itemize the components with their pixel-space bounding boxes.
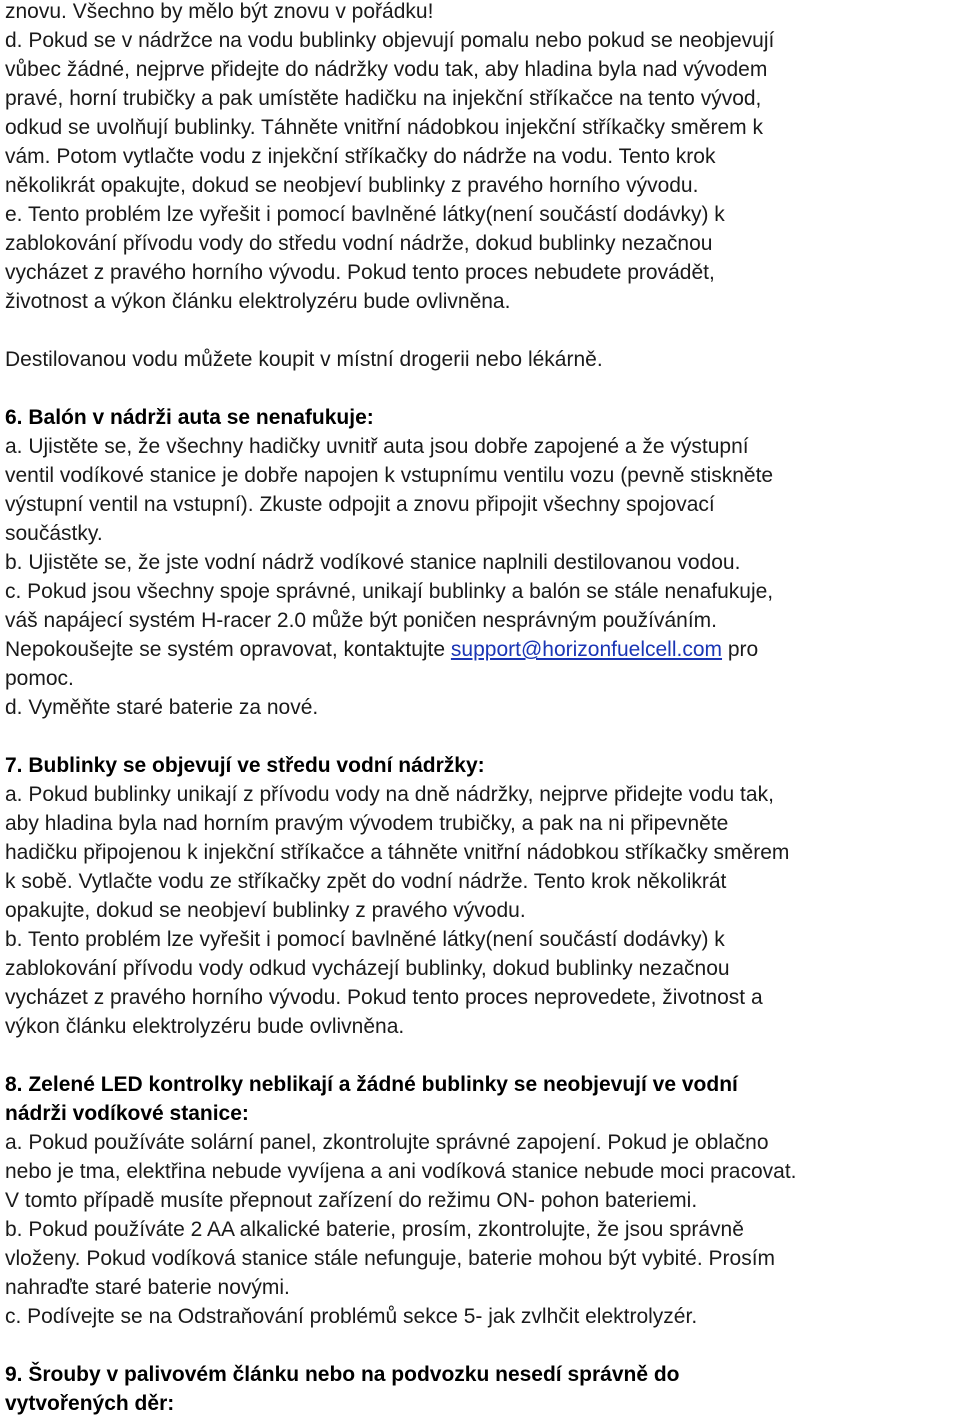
- section-heading: 6. Balón v nádrži auta se nenafukuje:: [5, 406, 374, 429]
- text-line: a. Pokud používáte solární panel, zkontrolujte správné zapojení. Pokud je oblačno: [5, 1131, 769, 1154]
- text-line-with-link: [5, 635, 758, 664]
- text-line: k sobě. Vytlačte vodu ze stříkačky zpět do vodní nádrže. Tento krok několikrát: [5, 870, 727, 893]
- text-line: zablokování přívodu vody do středu vodní nádrže, dokud bublinky nezačnou: [5, 232, 713, 255]
- text-line: Destilovanou vodu můžete koupit v místní drogerii nebo lékárně.: [5, 348, 603, 371]
- text-line: e. Tento problém lze vyřešit i pomocí bavlněné látky(není součástí dodávky) k: [5, 203, 725, 226]
- text-line: vycházet z pravého horního vývodu. Pokud tento proces nebudete provádět,: [5, 261, 715, 284]
- text-line: znovu. Všechno by mělo být znovu v pořádku!: [5, 0, 434, 23]
- text-line: vycházet z pravého horního vývodu. Pokud tento proces neprovedete, životnost a: [5, 986, 763, 1009]
- text-line: opakujte, dokud se neobjeví bublinky z pravého vývodu.: [5, 899, 526, 922]
- text-line: vůbec žádné, nejprve přidejte do nádržky vodu tak, aby hladina byla nad vývodem: [5, 58, 768, 81]
- text-line: b. Ujistěte se, že jste vodní nádrž vodíkové stanice naplnili destilovanou vodou.: [5, 551, 741, 574]
- text-line: nebo je tma, elektřina nebude vyvíjena a ani vodíková stanice nebude moci pracovat.: [5, 1160, 797, 1183]
- text-line: a. Ujistěte se, že všechny hadičky uvnitř auta jsou dobře zapojené a že výstupní: [5, 435, 749, 458]
- text-line: váš napájecí systém H-racer 2.0 může být poničen nesprávným používáním.: [5, 609, 717, 632]
- text-line: V tomto případě musíte přepnout zařízení do režimu ON- pohon bateriemi.: [5, 1189, 698, 1212]
- support-email-link[interactable]: support@horizonfuelcell.com: [450, 638, 723, 661]
- text-line: vloženy. Pokud vodíková stanice stále nefunguje, baterie mohou být vybité. Prosím: [5, 1247, 776, 1270]
- section-heading: 9. Šrouby v palivovém článku nebo na podvozku nesedí správně do: [5, 1363, 680, 1386]
- text-line: d. Pokud se v nádržce na vodu bublinky objevují pomalu nebo pokud se neobjevují: [5, 29, 775, 52]
- text-line: pomoc.: [5, 667, 74, 690]
- text-line: několikrát opakujte, dokud se neobjeví bublinky z pravého horního vývodu.: [5, 174, 699, 197]
- text-segment: Nepokoušejte se systém opravovat, kontaktujte: [5, 638, 451, 661]
- text-line: pravé, horní trubičky a pak umístěte hadičku na injekční stříkačce na tento vývod,: [5, 87, 762, 110]
- text-line: výkon článku elektrolyzéru bude ovlivněna.: [5, 1015, 405, 1038]
- text-line: zablokování přívodu vody odkud vycházejí bublinky, dokud bublinky nezačnou: [5, 957, 730, 980]
- text-line: nahraďte staré baterie novými.: [5, 1276, 290, 1299]
- text-segment: pro: [722, 638, 759, 661]
- text-line: ventil vodíkové stanice je dobře napojen k vstupnímu ventilu vozu (pevně stiskněte: [5, 464, 774, 487]
- text-line: odkud se uvolňují bublinky. Táhněte vnitřní nádobkou injekční stříkačky směrem k: [5, 116, 763, 139]
- text-line: výstupní ventil na vstupní). Zkuste odpojit a znovu připojit všechny spojovací: [5, 493, 715, 516]
- text-line: vám. Potom vytlačte vodu z injekční stříkačky do nádrže na vodu. Tento krok: [5, 145, 716, 168]
- text-line: d. Vyměňte staré baterie za nové.: [5, 696, 319, 719]
- section-heading: 7. Bublinky se objevují ve středu vodní nádržky:: [5, 754, 485, 777]
- text-line: životnost a výkon článku elektrolyzéru bude ovlivněna.: [5, 290, 511, 313]
- text-line: b. Pokud používáte 2 AA alkalické baterie, prosím, zkontrolujte, že jsou správně: [5, 1218, 744, 1241]
- text-line: a. Pokud bublinky unikají z přívodu vody na dně nádržky, nejprve přidejte vodu tak,: [5, 783, 774, 806]
- text-line: hadičku připojenou k injekční stříkačce a táhněte vnitřní nádobkou stříkačky směrem: [5, 841, 790, 864]
- text-line: součástky.: [5, 522, 103, 545]
- text-line: c. Pokud jsou všechny spoje správné, unikají bublinky a balón se stále nenafukuje,: [5, 580, 774, 603]
- section-heading: vytvořených děr:: [5, 1392, 175, 1415]
- section-heading: nádrži vodíkové stanice:: [5, 1102, 249, 1125]
- text-line: b. Tento problém lze vyřešit i pomocí bavlněné látky(není součástí dodávky) k: [5, 928, 725, 951]
- text-line: c. Podívejte se na Odstraňování problémů sekce 5- jak zvlhčit elektrolyzér.: [5, 1305, 698, 1328]
- section-heading: 8. Zelené LED kontrolky neblikají a žádné bublinky se neobjevují ve vodní: [5, 1073, 738, 1096]
- text-line: aby hladina byla nad horním pravým vývodem trubičky, a pak na ni připevněte: [5, 812, 729, 835]
